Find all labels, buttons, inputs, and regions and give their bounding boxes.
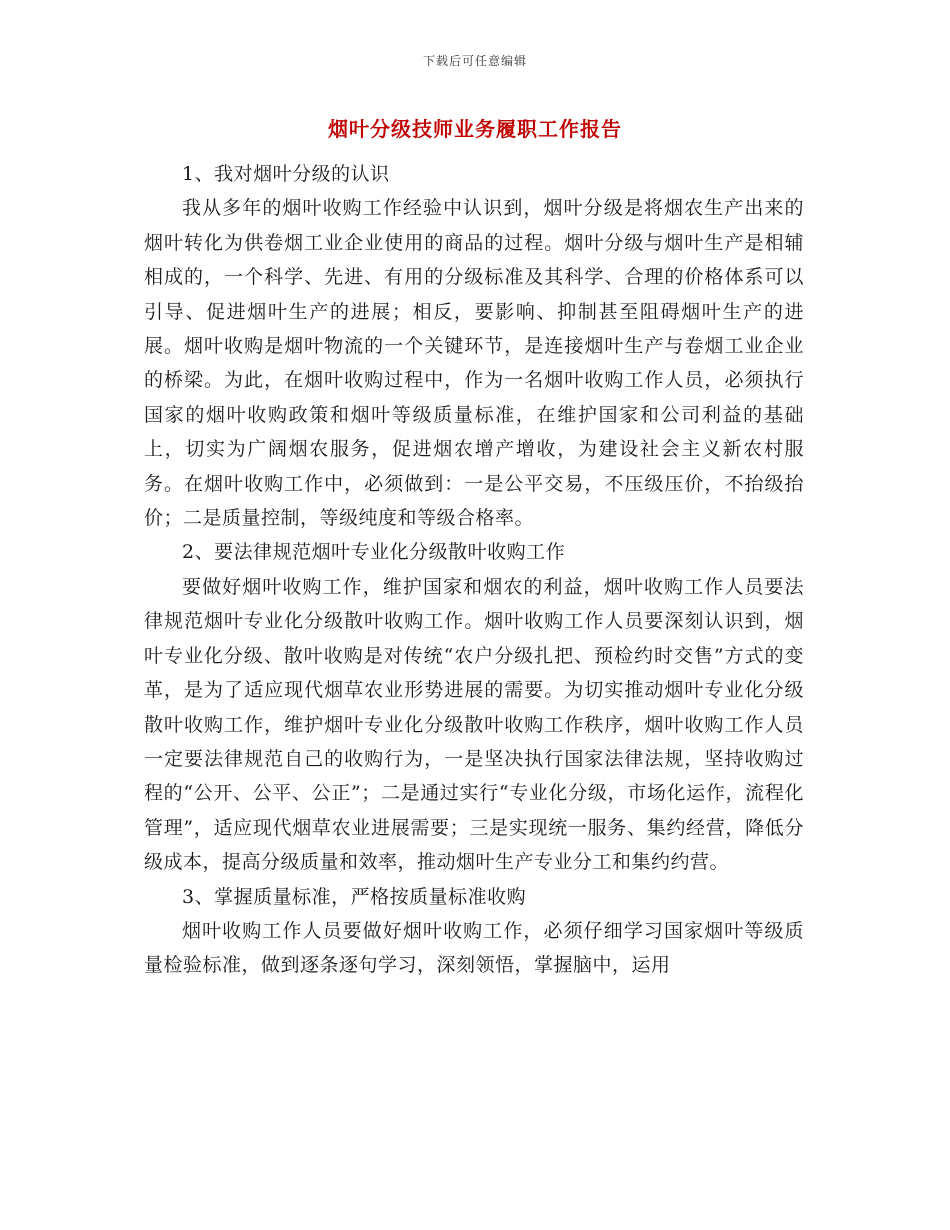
document-title: 烟叶分级技师业务履职工作报告 xyxy=(328,117,622,141)
header-note: 下载后可任意编辑 xyxy=(422,54,527,68)
section-paragraph-1: 我从多年的烟叶收购工作经验中认识到，烟叶分级是将烟农生产出来的烟叶转化为供卷烟工业企业使用的商品的过程。烟叶分级与烟叶生产是相辅相成的，一个科学、先进、有用的分级标准及其科学、合理的价格体系可以引导、促进烟叶生产的进展；相反，要影响、抑制甚至阻碍烟叶生产的进展。烟叶收购是烟叶物流的一个关键环节，是连接烟叶生产与卷烟工业企业的桥梁。为此，在烟叶收购过程中，作为一名烟叶收购工作人员，必须执行国家的烟叶收购政策和烟叶等级质量标准，在维护国家和公司利益的基础上，切实为广阔烟农服务，促进烟农增产增收，为建设社会主义新农村服务。在烟叶收购工作中，必须做到：一是公平交易，不压级压价，不抬级抬价；二是质量控制，等级纯度和等级合格率。 xyxy=(144,197,804,530)
section-paragraph-2: 要做好烟叶收购工作，维护国家和烟农的利益，烟叶收购工作人员要法律规范烟叶专业化分级散叶收购工作。烟叶收购工作人员要深刻认识到，烟叶专业化分级、散叶收购是对传统“农户分级扎把、预检约时交售”方式的变革，是为了适应现代烟草农业形势进展的需要。为切实推动烟叶专业化分级散叶收购工作，维护烟叶专业化分级散叶收购工作秩序，烟叶收购工作人员一定要法律规范自己的收购行为，一是坚决执行国家法律法规，坚持收购过程的“公开、公平、公正”；二是通过实行“专业化分级，市场化运作，流程化管理”，适应现代烟草农业进展需要；三是实现统一服务、集约经营，降低分级成本，提高分级质量和效率，推动烟叶生产专业分工和集约约营。 xyxy=(144,575,804,874)
section-heading-2: 2、要法律规范烟叶专业化分级散叶收购工作 xyxy=(182,541,566,564)
section-heading-3: 3、掌握质量标准，严格按质量标准收购 xyxy=(182,885,527,908)
section-paragraph-3: 烟叶收购工作人员要做好烟叶收购工作，必须仔细学习国家烟叶等级质量检验标准，做到逐条逐句学习，深刻领悟，掌握脑中，运用 xyxy=(144,919,804,977)
section-heading-1: 1、我对烟叶分级的认识 xyxy=(182,163,390,185)
document-body xyxy=(144,157,804,983)
